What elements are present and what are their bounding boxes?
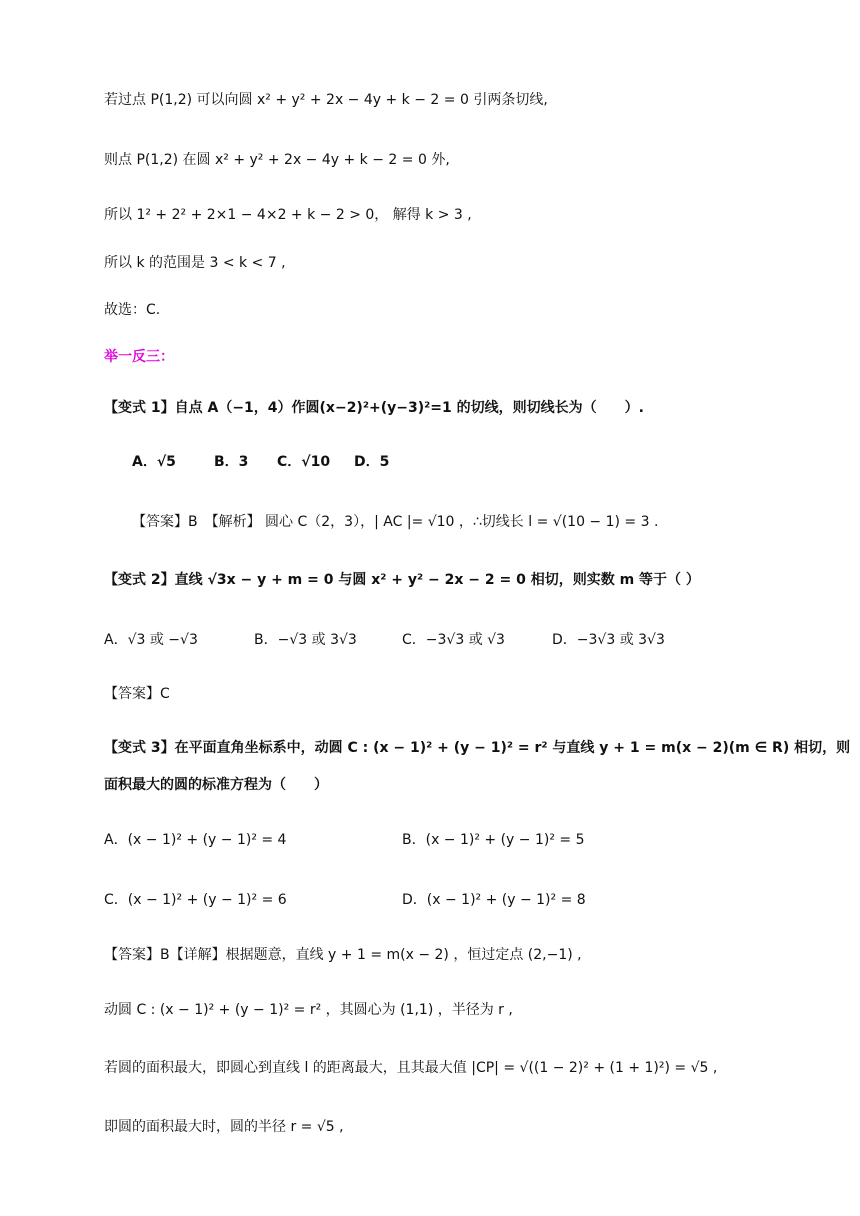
variant-2-option-b: B．−√3 或 3√3 bbox=[254, 632, 357, 648]
solution-line-4: 所以 k 的范围是 3 < k < 7 , bbox=[104, 255, 286, 271]
variant-2-option-c: C．−3√3 或 √3 bbox=[402, 632, 505, 648]
variant-1-option-b: B．3 bbox=[214, 454, 249, 470]
variant-3-option-d: D．(x − 1)² + (y − 1)² = 8 bbox=[402, 892, 586, 908]
solution-line-3: 所以 1² + 2² + 2×1 − 4×2 + k − 2 > 0， 解得 k > 3 , bbox=[104, 207, 472, 223]
solution-line-1: 若过点 P(1,2) 可以向圆 x² + y² + 2x − 4y + k − 2 = 0 引两条切线, bbox=[104, 92, 548, 108]
variant-3-option-c: C．(x − 1)² + (y − 1)² = 6 bbox=[104, 892, 287, 908]
variant-1-question: 【变式 1】自点 A（−1，4）作圆(x−2)²+(y−3)²=1 的切线，则切线长为（ ）. bbox=[104, 400, 644, 416]
variant-3-option-a: A．(x − 1)² + (y − 1)² = 4 bbox=[104, 832, 287, 848]
solution-line-2: 则点 P(1,2) 在圆 x² + y² + 2x − 4y + k − 2 = 0 外, bbox=[104, 152, 450, 168]
variant-2-answer: 【答案】C bbox=[104, 686, 170, 702]
variant-2-question: 【变式 2】直线 √3x − y + m = 0 与圆 x² + y² − 2x − 2 = 0 相切，则实数 m 等于（ ） bbox=[104, 572, 700, 588]
variant-3-question-cont: 面积最大的圆的标准方程为（ ） bbox=[104, 777, 328, 793]
variant-1-option-d: D．5 bbox=[354, 454, 390, 470]
variant-2-option-d: D．−3√3 或 3√3 bbox=[552, 632, 665, 648]
variant-3-answer: 【答案】B【详解】根据题意，直线 y + 1 = m(x − 2) ，恒过定点 (2,−1) , bbox=[104, 947, 582, 963]
variant-1-answer: 【答案】B 【解析】 圆心 C（2，3），| AC |= √10 ，∴切线长 l = √(10 − 1) = 3 . bbox=[132, 514, 659, 530]
variant-1-option-a: A．√5 bbox=[132, 454, 176, 470]
variant-1-option-c: C．√10 bbox=[277, 454, 331, 470]
section-heading: 举一反三： bbox=[104, 349, 174, 365]
variant-2-option-a: A．√3 或 −√3 bbox=[104, 632, 198, 648]
variant-3-detail-1: 动圆 C : (x − 1)² + (y − 1)² = r² ，其圆心为 (1,1) ，半径为 r , bbox=[104, 1002, 513, 1018]
variant-3-detail-2: 若圆的面积最大，即圆心到直线 l 的距离最大，且其最大值 |CP| = √((1 − 2)² + (1 + 1)²) = √5 , bbox=[104, 1060, 718, 1076]
variant-3-detail-3: 即圆的面积最大时，圆的半径 r = √5 , bbox=[104, 1119, 344, 1135]
variant-3-question: 【变式 3】在平面直角坐标系中，动圆 C : (x − 1)² + (y − 1)² = r² 与直线 y + 1 = m(x − 2)(m ∈ R) 相切，则 bbox=[104, 740, 851, 756]
variant-3-option-b: B．(x − 1)² + (y − 1)² = 5 bbox=[402, 832, 585, 848]
solution-line-5: 故选：C. bbox=[104, 302, 161, 318]
